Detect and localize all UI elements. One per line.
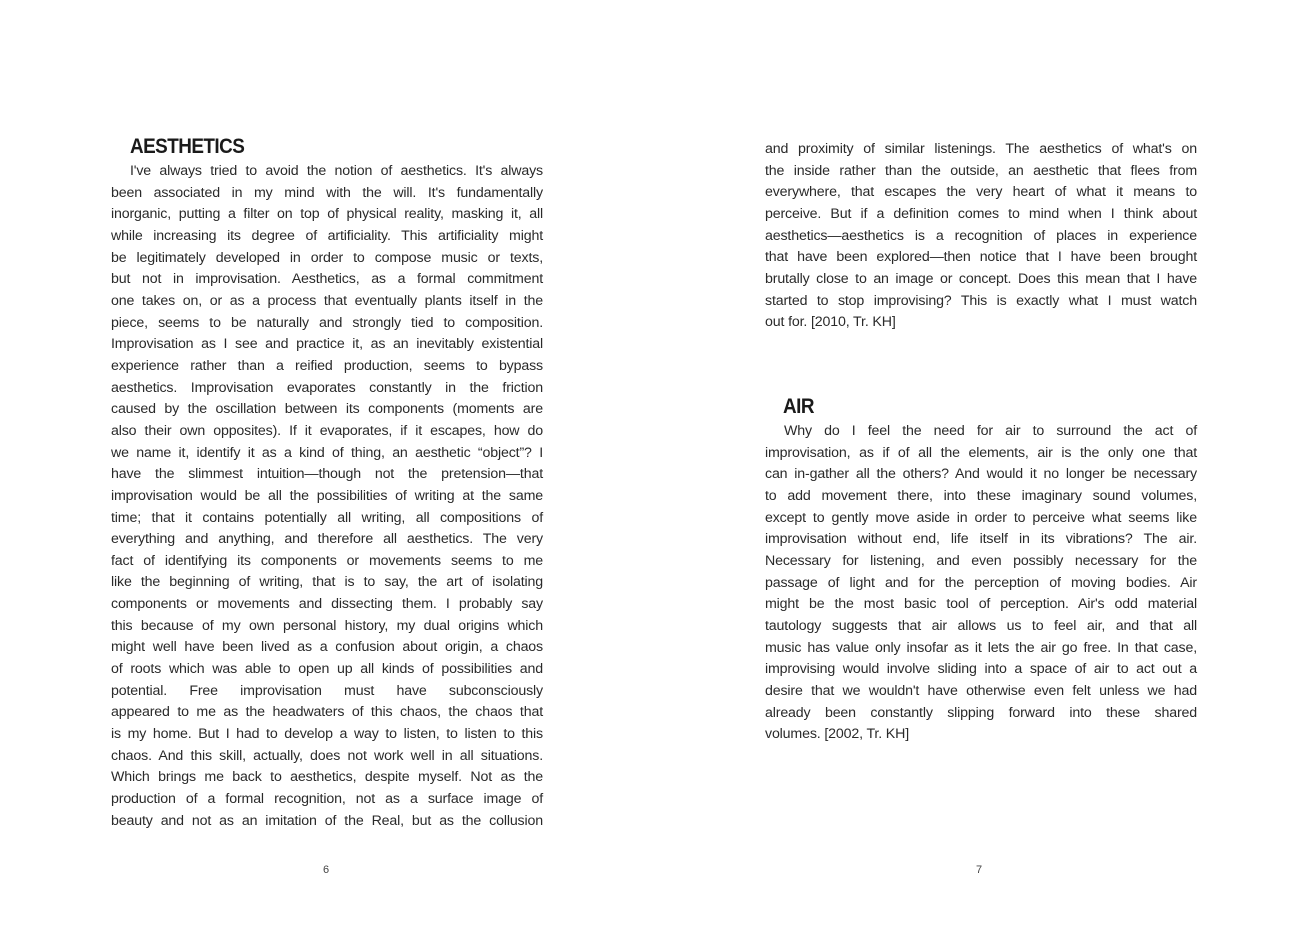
text-line: appeared to me as the headwaters of this chaos, the chaos that: [111, 704, 543, 721]
text-line: fact of identifying its components or movements seems to me: [111, 552, 543, 569]
text-line: be legitimately developed in order to compose music or texts,: [111, 249, 543, 266]
text-line: to add movement there, into these imaginary sound volumes,: [765, 487, 1197, 504]
text-line: can in-gather all the others? And would it no longer be necessary: [765, 466, 1197, 483]
text-line: inorganic, putting a filter on top of physical reality, masking it, all: [111, 206, 543, 223]
page-number-left: 6: [323, 864, 330, 876]
text-line: potential. Free improvisation must have subconsciously: [111, 682, 543, 699]
text-line: tautology suggests that air allows us to feel air, and that all: [765, 617, 1197, 634]
text-line: might well have been lived as a confusion about origin, a chaos: [111, 639, 543, 656]
text-line: Which brings me back to aesthetics, despite myself. Not as the: [111, 769, 543, 786]
text-line: is my home. But I had to develop a way to listen, to listen to this: [111, 726, 543, 743]
text-line: have the slimmest intuition—though not the pretension—that: [111, 466, 543, 483]
text-line: one takes on, or as a process that eventually plants itself in the: [111, 292, 543, 309]
text-line: Necessary for listening, and even possibly necessary for the: [765, 552, 1197, 569]
text-line: piece, seems to be naturally and strongly tied to composition.: [111, 314, 543, 331]
text-line: everything and anything, and therefore all aesthetics. The very: [111, 531, 543, 548]
aesthetics-continued-body: [765, 139, 1197, 334]
text-line: aesthetics. Improvisation evaporates constantly in the friction: [111, 379, 543, 396]
section-heading-air: AIR: [783, 395, 814, 418]
text-line: components or movements and dissecting them. I probably say: [111, 596, 543, 613]
text-line: we name it, identify it as a kind of thing, an aesthetic “object”? I: [111, 444, 543, 461]
text-line: started to stop improvising? This is exactly what I must watch: [765, 292, 1197, 309]
text-line: everywhere, that escapes the very heart of what it means to: [765, 184, 1197, 201]
text-line: passage of light and for the perception of moving bodies. Air: [765, 574, 1197, 591]
text-line: but not in improvisation. Aesthetics, as a formal commitment: [111, 271, 543, 288]
text-line: this because of my own personal history, my dual origins which: [111, 617, 543, 634]
air-body: [765, 421, 1197, 746]
aesthetics-body: [111, 161, 543, 832]
text-line: like the beginning of writing, that is to say, the art of isolating: [111, 574, 543, 591]
text-line: brutally close to an image or concept. Does this mean that I have: [765, 270, 1197, 287]
text-line: out for. [2010, Tr. KH]: [765, 314, 896, 331]
text-line: the inside rather than the outside, an aesthetic that flees from: [765, 162, 1197, 179]
text-line: music has value only insofar as it lets the air go free. In that case,: [765, 639, 1197, 656]
text-line: Improvisation as I see and practice it, as an inevitably existential: [111, 336, 543, 353]
text-line: that have been explored—then notice that I have been brought: [765, 249, 1197, 266]
text-line: beauty and not as an imitation of the Real, but as the collusion: [111, 812, 543, 829]
text-line: improvisation would be all the possibilities of writing at the same: [111, 487, 543, 504]
text-line: of roots which was able to open up all kinds of possibilities and: [111, 661, 543, 678]
right-page: [653, 0, 1306, 949]
text-line: volumes. [2002, Tr. KH]: [765, 726, 910, 743]
text-line: while increasing its degree of artificiality. This artificiality might: [111, 227, 543, 244]
text-line: time; that it contains potentially all writing, all compositions of: [111, 509, 543, 526]
text-line: already been constantly slipping forward into these shared: [765, 704, 1197, 721]
text-line: might be the most basic tool of perception. Air's odd material: [765, 596, 1197, 613]
text-line: aesthetics—aesthetics is a recognition of places in experience: [765, 227, 1197, 244]
text-line: also their own opposites). If it evaporates, if it escapes, how do: [111, 422, 543, 439]
text-line: Why do I feel the need for air to surround the act of: [784, 423, 1197, 439]
text-line: caused by the oscillation between its components (moments are: [111, 401, 543, 418]
text-line: desire that we wouldn't have otherwise even felt unless we had: [765, 682, 1197, 699]
text-line: chaos. And this skill, actually, does not work well in all situations.: [111, 747, 543, 764]
section-heading-aesthetics: AESTHETICS: [130, 135, 245, 158]
text-line: perceive. But if a definition comes to mind when I think about: [765, 205, 1197, 222]
text-line: except to gently move aside in order to perceive what seems like: [765, 509, 1197, 526]
page-number-right: 7: [976, 864, 983, 876]
text-line: improvisation without end, life itself in its vibrations? The air.: [765, 531, 1197, 548]
text-line: experience rather than a reified production, seems to bypass: [111, 357, 543, 374]
text-line: improvising would involve sliding into a space of air to act out a: [765, 661, 1197, 678]
text-line: been associated in my mind with the will. It's fundamentally: [111, 184, 543, 201]
text-line: and proximity of similar listenings. The aesthetics of what's on: [765, 141, 1197, 157]
text-line: improvisation, as if of all the elements, air is the only one that: [765, 444, 1197, 461]
text-line: I've always tried to avoid the notion of aesthetics. It's always: [130, 163, 543, 179]
text-line: production of a formal recognition, not as a surface image of: [111, 791, 543, 808]
